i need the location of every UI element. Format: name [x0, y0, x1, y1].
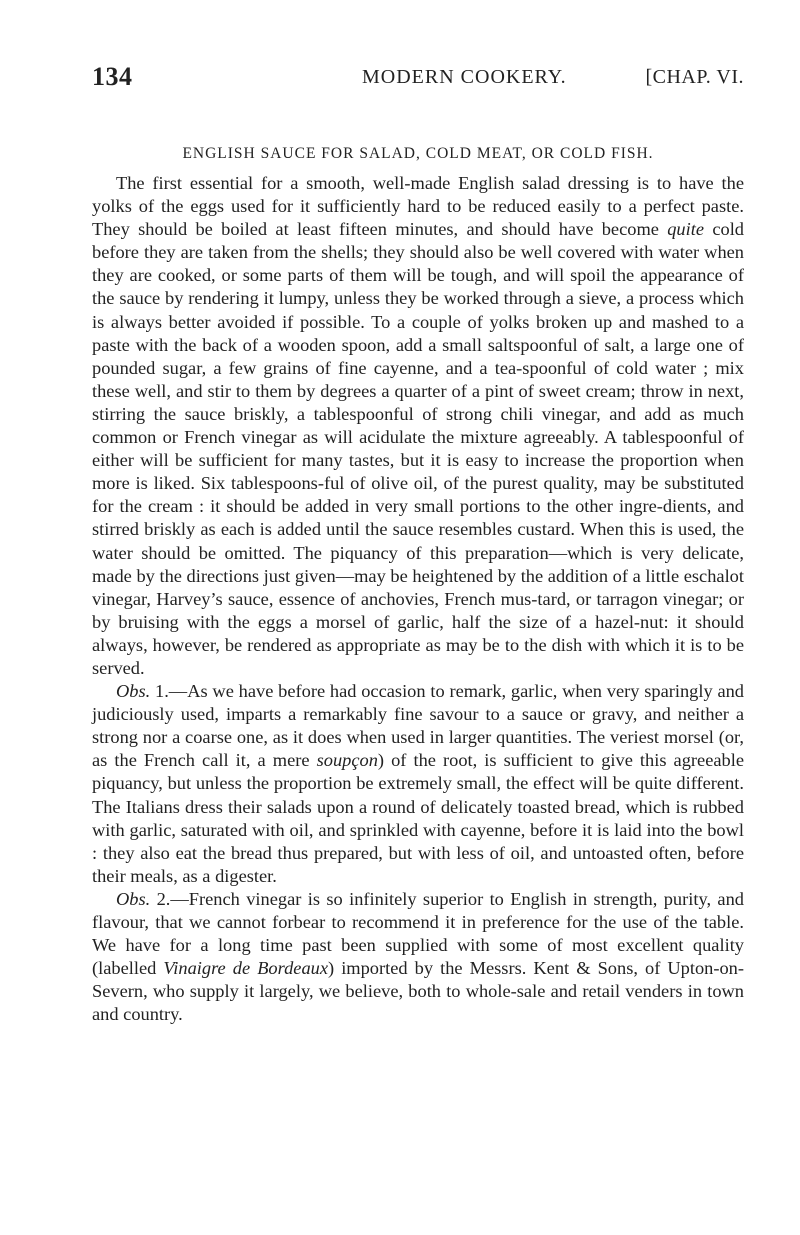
running-title: MODERN COOKERY.: [362, 66, 567, 88]
emphasis-text: quite: [667, 219, 705, 240]
emphasis-text: soupçon: [316, 750, 378, 771]
paragraph-text: The first essential for a smooth, well-made English salad dressing is to have the yolks of the eggs used for it sufficiently hard to be reduced easily to a perfect paste. They should be boiled at least fifteen minutes, and should have become: [92, 173, 744, 240]
observation-text: ) of the root, is sufficient to give this agreeable piquancy, but unless the proportion be extremely small, the effect will be quite different. The Italians dress their salads upon a round of delicately toasted bread, which is rubbed with garlic, saturated with oil, and sprinkled with cayenne, before it is laid into the bowl : they also eat the bread thus prepared, but with less of oil, and untoasted often, before their meals, as a digester.: [92, 750, 744, 886]
observation-text: ) imported by the Messrs. Kent & Sons, of Upton-on-Severn, who supply it largely, we believe, both to whole-sale and retail venders in town and country.: [92, 958, 745, 1025]
observation-label: Obs.: [116, 681, 151, 702]
recipe-title: ENGLISH SAUCE FOR SALAD, COLD MEAT, OR COLD FISH.: [182, 145, 654, 162]
paragraph-text: cold before they are taken from the shells; they should also be well covered with water when they are cooked, or some parts of them will be tough, and will spoil the appearance of the sauce by rendering it lumpy, unless they be worked through a sieve, a process which is always better avoided if possible. To a couple of yolks broken up and mashed to a paste with the back of a wooden spoon, add a small saltspoonful of salt, a large one of pounded sugar, a few grains of fine cayenne, and a tea-spoonful of cold water ; mix these well, and stir to them by degrees a quarter of a pint of sweet cream; throw in next, stirring the sauce briskly, a tablespoonful of strong chili vinegar, and add as much common or French vinegar as will acidulate the mixture agreeably. A tablespoonful of either will be sufficient for many tastes, but it is easy to increase the proportion when more is liked. Six tablespoons-ful of olive oil, of the purest quality, may be substituted for the cream : it should be added in very small portions to the other ingre-dients, and stirred briskly as each is added until the sauce resembles custard. When this is used, the water should be omitted. The piquancy of this preparation—which is very delicate, made by the directions just given—may be heightened by the addition of a little eschalot vinegar, Harvey’s sauce, essence of anchovies, French mus-tard, or tarragon vinegar; or by bruising with the eggs a morsel of garlic, half the size of a hazel-nut: it should always, however, be rendered as appropriate as may be to the dish with which it is to be served.: [92, 219, 744, 678]
running-head: [92, 62, 744, 92]
emphasis-text: Vinaigre de Bordeaux: [163, 958, 329, 979]
observation-text: 2.—French vinegar is so infinitely superior to English in strength, purity, and flavour, that we cannot forbear to recommend it in preference for the use of the table. We have for a long time past been supplied with some of most excellent quality (labelled: [92, 888, 744, 979]
observation-1: [92, 680, 744, 888]
recipe-body: [92, 172, 744, 1026]
recipe-paragraph: [92, 172, 744, 680]
chapter-reference: [CHAP. VI.: [645, 66, 744, 88]
observation-2: [92, 888, 744, 1027]
observation-text: 1.—As we have before had occasion to remark, garlic, when very sparingly and judiciously used, imparts a remarkably fine savour to a sauce or gravy, and neither a strong nor a coarse one, as it does when used in larger quantities. The veriest morsel (or, as the French call it, a mere: [92, 681, 744, 771]
page-number: 134: [92, 62, 133, 91]
observation-label: Obs.: [116, 888, 151, 909]
